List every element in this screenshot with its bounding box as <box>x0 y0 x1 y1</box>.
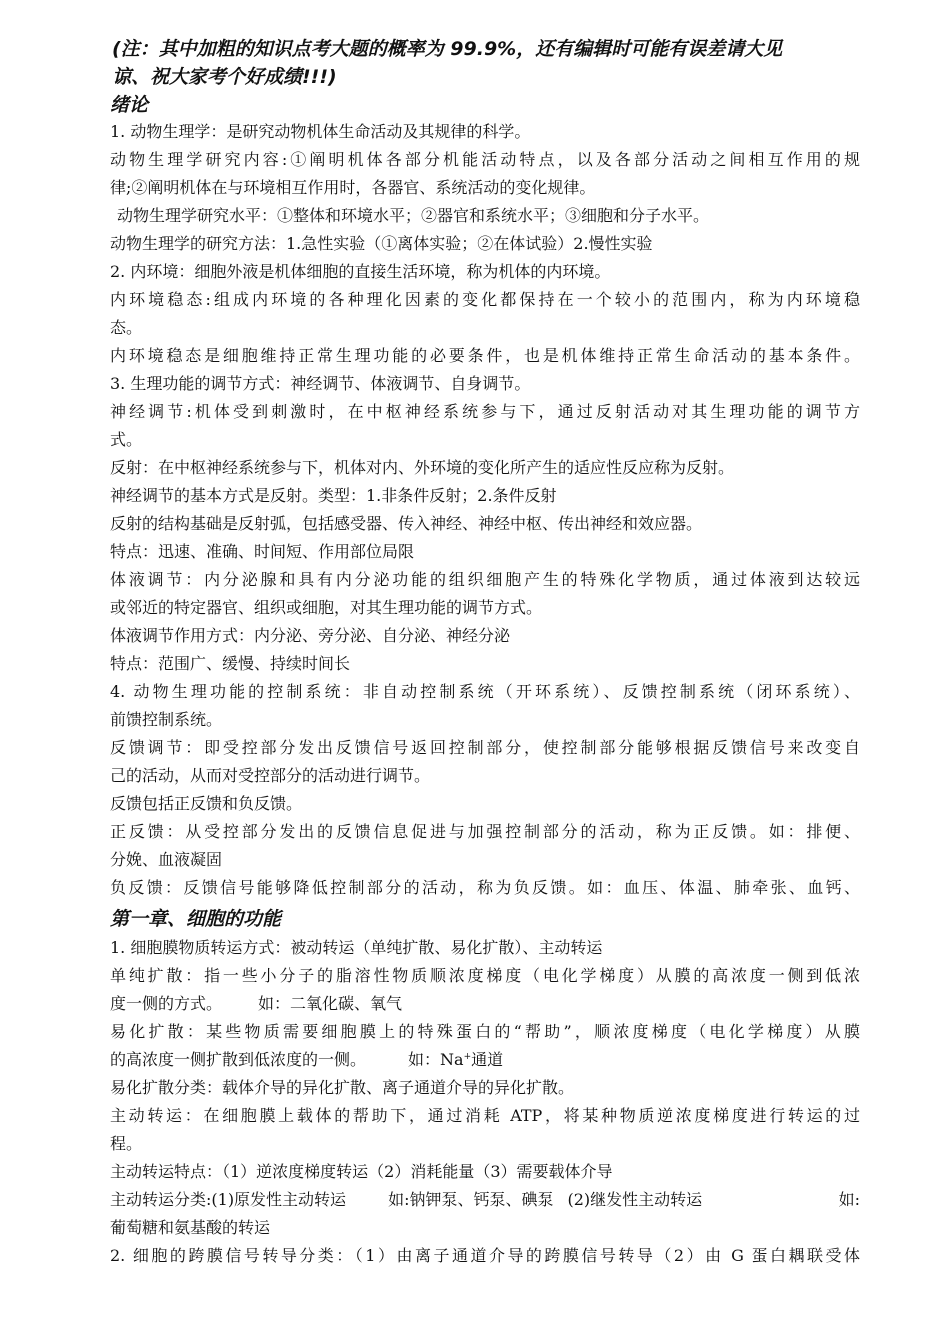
text-line: 体液调节：内分泌腺和具有内分泌功能的组织细胞产生的特殊化学物质，通过体液到达较远 <box>110 570 860 589</box>
text-line: 2. 细胞的跨膜信号转导分类：（1）由离子通道介导的跨膜信号转导（2）由 G 蛋白耦联受体 <box>110 1246 860 1265</box>
text-line <box>110 1186 860 1214</box>
text-line: 态。 <box>110 318 143 337</box>
text-line: 特点：范围广、缓慢、持续时间长 <box>110 654 351 673</box>
text-line: 反馈包括正反馈和负反馈。 <box>110 794 303 813</box>
text-line: 单纯扩散：指一些小分子的脂溶性物质顺浓度梯度（电化学梯度）从膜的高浓度一侧到低浓 <box>110 966 860 985</box>
text-line: 律;②阐明机体在与环境相互作用时，各器官、系统活动的变化规律。 <box>110 178 596 197</box>
text-line: 体液调节作用方式：内分泌、旁分泌、自分泌、神经分泌 <box>110 626 511 645</box>
text-line: 正反馈：从受控部分发出的反馈信息促进与加强控制部分的活动，称为正反馈。如：排便、 <box>110 822 860 841</box>
text-line: 4. 动物生理功能的控制系统：非自动控制系统（开环系统）、反馈控制系统（闭环系统）、 <box>110 682 860 701</box>
text-line: 反射的结构基础是反射弧，包括感受器、传入神经、神经中枢、传出神经和效应器。 <box>110 514 703 533</box>
example-text-end: 通道 <box>471 1050 504 1069</box>
text-line: 反射：在中枢神经系统参与下，机体对内、外环境的变化所产生的适应性反应称为反射。 <box>110 458 735 477</box>
text-line: 程。 <box>110 1134 143 1153</box>
text-line: 负反馈：反馈信号能够降低控制部分的活动，称为负反馈。如：血压、体温、肺牵张、血钙、 <box>110 878 860 897</box>
text-line: 特点：迅速、准确、时间短、作用部位局限 <box>110 542 415 561</box>
text-segment: 主动转运分类:(1)原发性主动转运 <box>110 1190 347 1209</box>
example-text: 如: <box>838 1190 860 1209</box>
text-line <box>110 990 860 1018</box>
section-heading-chapter1: 第一章、细胞的功能 <box>110 908 282 930</box>
text-line: 动物生理学研究水平：①整体和环境水平；②器官和系统水平；③细胞和分子水平。 <box>117 206 710 225</box>
superscript-plus: + <box>463 1052 472 1062</box>
text-line: 3. 生理功能的调节方式：神经调节、体液调节、自身调节。 <box>110 374 531 393</box>
text-line: 分娩、血液凝固 <box>110 850 223 869</box>
text-segment: 的高浓度一侧扩散到低浓度的一侧。 <box>110 1050 367 1069</box>
text-line: 主动转运：在细胞膜上载体的帮助下，通过消耗 ATP，将某种物质逆浓度梯度进行转运的过 <box>110 1106 860 1125</box>
text-line: 神经调节的基本方式是反射。类型：1.非条件反射；2.条件反射 <box>110 486 557 505</box>
text-line: 前馈控制系统。 <box>110 710 223 729</box>
text-line: 葡萄糖和氨基酸的转运 <box>110 1218 271 1237</box>
text-segment: (2)继发性主动转运 <box>567 1190 703 1209</box>
text-line: 2. 内环境：细胞外液是机体细胞的直接生活环境，称为机体的内环境。 <box>110 262 611 281</box>
text-line: 易化扩散：某些物质需要细胞膜上的特殊蛋白的“帮助”，顺浓度梯度（电化学梯度）从膜 <box>110 1022 860 1041</box>
text-line: 内环境稳态是细胞维持正常生理功能的必要条件，也是机体维持正常生命活动的基本条件。 <box>110 346 860 365</box>
text-line: 1. 动物生理学：是研究动物机体生命活动及其规律的科学。 <box>110 122 531 141</box>
text-line: 1. 细胞膜物质转运方式：被动转运（单纯扩散、易化扩散）、主动转运 <box>110 938 603 957</box>
text-line: 反馈调节：即受控部分发出反馈信号返回控制部分，使控制部分能够根据反馈信号来改变自 <box>110 738 860 757</box>
text-line <box>110 1046 860 1074</box>
example-text: 如：Na <box>408 1050 464 1069</box>
text-segment: 度一侧的方式。 <box>110 994 223 1013</box>
text-line: 动物生理学的研究方法：1.急性实验（①离体实验；②在体试验）2.慢性实验 <box>110 234 653 253</box>
text-line: 动物生理学研究内容:①阐明机体各部分机能活动特点，以及各部分活动之间相互作用的规 <box>110 150 860 169</box>
text-line: 己的活动，从而对受控部分的活动进行调节。 <box>110 766 431 785</box>
text-line: 式。 <box>110 430 143 449</box>
example-text: 如：二氧化碳、氧气 <box>258 994 403 1013</box>
text-line: 或邻近的特定器官、组织或细胞，对其生理功能的调节方式。 <box>110 598 543 617</box>
text-line: 内环境稳态:组成内环境的各种理化因素的变化都保持在一个较小的范围内，称为内环境稳 <box>110 290 860 309</box>
text-line: 主动转运特点：（1）逆浓度梯度转运（2）消耗能量（3）需要载体介导 <box>110 1162 613 1181</box>
section-heading-intro: 绪论 <box>110 94 149 116</box>
example-text: 如:钠钾泵、钙泵、碘泵 <box>388 1190 554 1209</box>
note-line-1: (注：其中加粗的知识点考大题的概率为 99.9%，还有编辑时可能有误差请大见 <box>112 38 783 60</box>
note-line-2: 谅、祝大家考个好成绩!!!) <box>112 66 337 88</box>
text-line: 神经调节:机体受到刺激时，在中枢神经系统参与下，通过反射活动对其生理功能的调节方 <box>110 402 860 421</box>
text-line: 易化扩散分类：载体介导的异化扩散、离子通道介导的异化扩散。 <box>110 1078 575 1097</box>
